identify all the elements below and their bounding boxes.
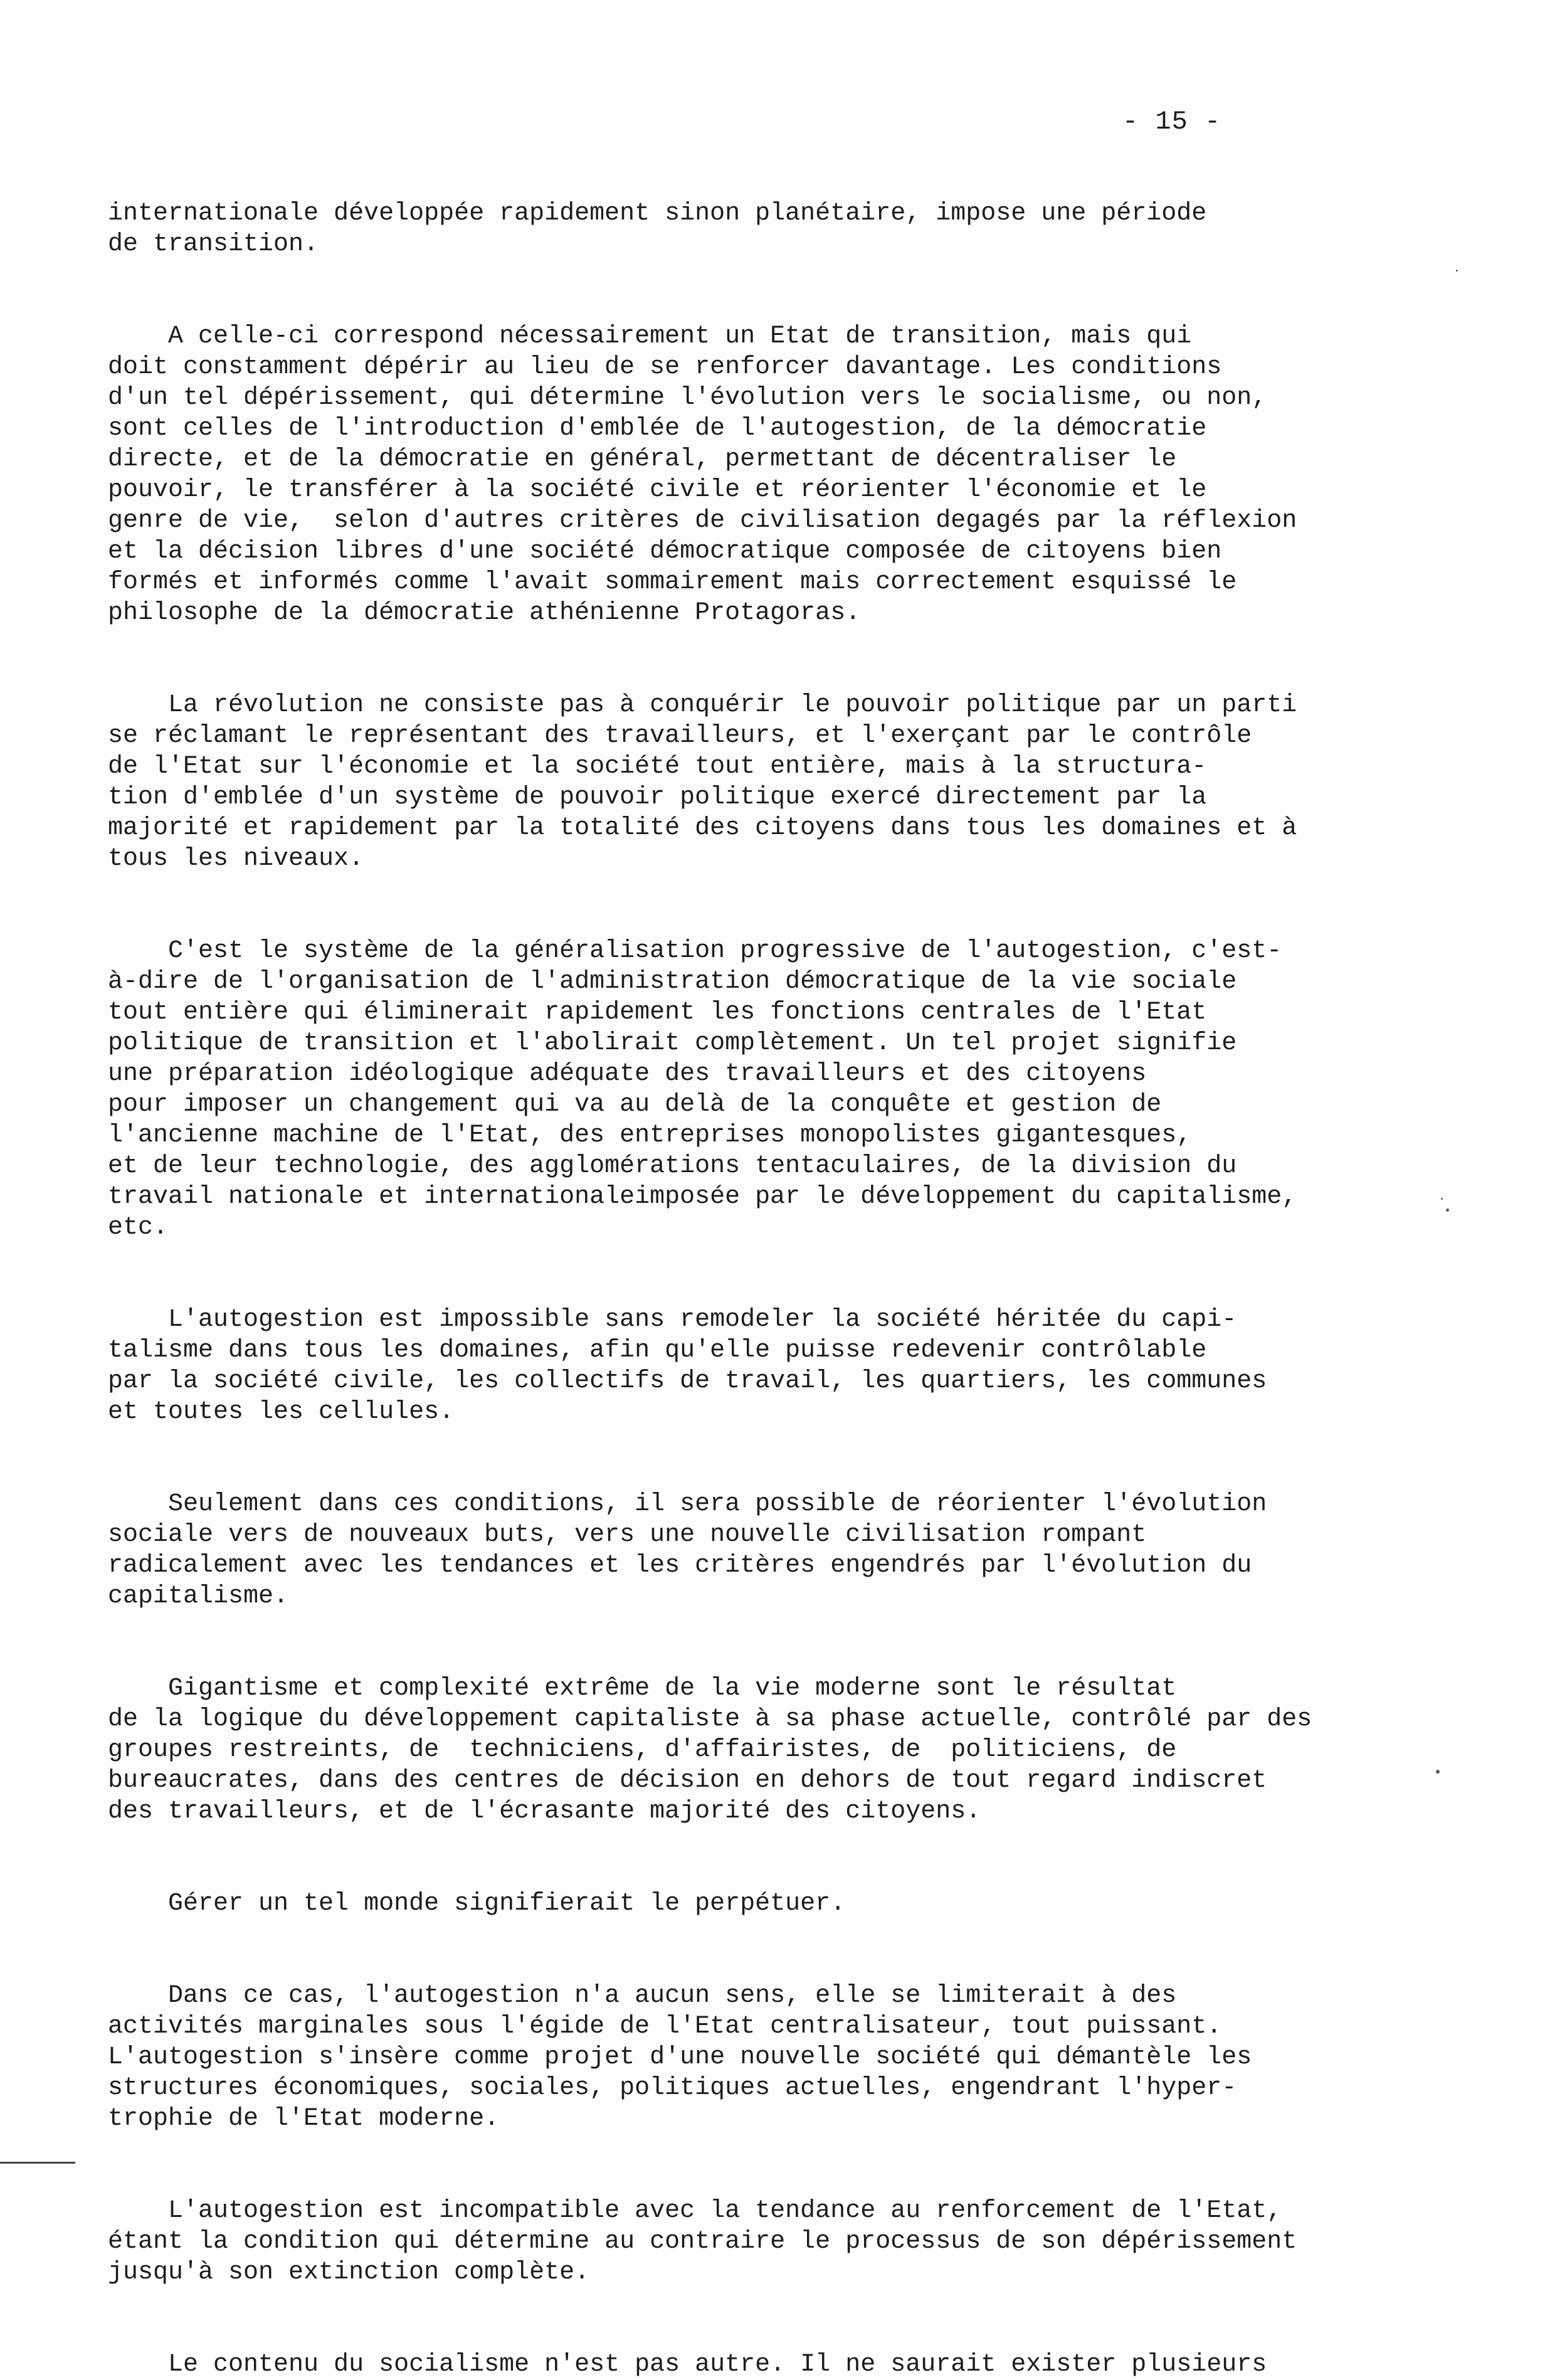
text-line: des travailleurs, et de l'écrasante majorité des citoyens.: [108, 1797, 981, 1826]
text-line: tout entière qui éliminerait rapidement les fonctions centrales de l'Etat: [108, 998, 1207, 1027]
text-line: l'ancienne machine de l'Etat, des entreprises monopolistes gigantesques,: [108, 1121, 1192, 1150]
text-line: radicalement avec les tendances et les critères engendrés par l'évolution du: [108, 1552, 1252, 1580]
text-line: tous les niveaux.: [108, 845, 364, 873]
text-line: capitalisme.: [108, 1582, 289, 1610]
paragraph: [108, 2349, 1374, 2380]
text-line: de la logique du développement capitaliste à sa phase actuelle, contrôlé par des: [108, 1705, 1312, 1733]
paragraph: [108, 198, 1374, 260]
text-line: C'est le système de la généralisation progressive de l'autogestion, c'est-: [108, 937, 1282, 965]
paragraph: [108, 1673, 1374, 1827]
text-line: de transition.: [108, 230, 319, 258]
text-line: Gigantisme et complexité extrême de la vie moderne sont le résultat: [108, 1674, 1177, 1703]
text-line: L'autogestion est incompatible avec la tendance au renforcement de l'Etat,: [108, 2197, 1282, 2225]
text-line: etc.: [108, 1214, 169, 1242]
text-line: et la décision libres d'une société démocratique composée de citoyens bien: [108, 537, 1222, 566]
text-line: à-dire de l'organisation de l'administration démocratique de la vie sociale: [108, 968, 1237, 996]
text-line: travail nationale et internationaleimposée par le développement du capitalisme,: [108, 1183, 1297, 1211]
paragraph: [108, 321, 1374, 628]
text-line: Seulement dans ces conditions, il sera possible de réorienter l'évolution: [108, 1490, 1267, 1518]
text-line: doit constamment dépérir au lieu de se renforcer davantage. Les conditions: [108, 353, 1222, 381]
text-line: par la société civile, les collectifs de travail, les quartiers, les communes: [108, 1367, 1267, 1395]
text-line: groupes restreints, de techniciens, d'affairistes, de politiciens, de: [108, 1736, 1177, 1764]
scan-speck: [1441, 1198, 1443, 1200]
text-line: A celle-ci correspond nécessairement un Etat de transition, mais qui: [108, 322, 1192, 351]
text-line: tion d'emblée d'un système de pouvoir politique exercé directement par la: [108, 783, 1207, 812]
page-number: - 15 -: [1122, 107, 1221, 137]
text-line: Dans ce cas, l'autogestion n'a aucun sens, elle se limiterait à des: [108, 1982, 1177, 2010]
text-line: majorité et rapidement par la totalité des citoyens dans tous les domaines et à: [108, 814, 1297, 842]
paragraph: [108, 1304, 1374, 1427]
scan-edge-mark: [0, 2162, 75, 2164]
text-line: Le contenu du socialisme n'est pas autre. Il ne saurait exister plusieurs: [108, 2351, 1267, 2379]
text-line: bureaucrates, dans des centres de décision en dehors de tout regard indiscret: [108, 1767, 1267, 1795]
text-line: directe, et de la démocratie en général, permettant de décentraliser le: [108, 445, 1177, 473]
text-line: sociale vers de nouveaux buts, vers une nouvelle civilisation rompant: [108, 1521, 1147, 1549]
paragraph: [108, 936, 1374, 1243]
scan-speck: [1436, 1770, 1440, 1774]
text-line: formés et informés comme l'avait sommairement mais correctement esquissé le: [108, 568, 1237, 596]
text-line: philosophe de la démocratie athénienne Protagoras.: [108, 599, 861, 627]
document-body: [108, 198, 1374, 2380]
text-line: étant la condition qui détermine au contraire le processus de son dépérissement: [108, 2228, 1297, 2256]
paragraph: [108, 2196, 1374, 2288]
text-line: d'un tel dépérissement, qui détermine l'évolution vers le socialisme, ou non,: [108, 384, 1267, 412]
text-line: sont celles de l'introduction d'emblée de l'autogestion, de la démocratie: [108, 415, 1207, 443]
text-line: L'autogestion s'insère comme projet d'une nouvelle société qui démantèle les: [108, 2043, 1252, 2071]
paragraph: [108, 690, 1374, 874]
scan-speck: [1456, 270, 1458, 272]
text-line: de l'Etat sur l'économie et la société tout entière, mais à la structura-: [108, 753, 1207, 781]
text-line: genre de vie, selon d'autres critères de civilisation degagés par la réflexion: [108, 507, 1297, 535]
text-line: et toutes les cellules.: [108, 1398, 455, 1426]
text-line: politique de transition et l'abolirait complètement. Un tel projet signifie: [108, 1029, 1237, 1057]
text-line: La révolution ne consiste pas à conquérir le pouvoir politique par un parti: [108, 691, 1297, 719]
paragraph: [108, 1981, 1374, 2134]
scan-speck: [1446, 1209, 1449, 1212]
text-line: internationale développée rapidement sinon planétaire, impose une période: [108, 199, 1207, 228]
text-line: une préparation idéologique adéquate des travailleurs et des citoyens: [108, 1060, 1147, 1088]
text-line: Gérer un tel monde signifierait le perpétuer.: [108, 1890, 846, 1918]
text-line: structures économiques, sociales, politiques actuelles, engendrant l'hyper-: [108, 2074, 1237, 2102]
paragraph: [108, 1888, 1374, 1919]
text-line: pour imposer un changement qui va au delà de la conquête et gestion de: [108, 1091, 1162, 1119]
text-line: L'autogestion est impossible sans remodeler la société héritée du capi-: [108, 1306, 1237, 1334]
text-line: pouvoir, le transférer à la société civile et réorienter l'économie et le: [108, 476, 1207, 504]
paragraph: [108, 1489, 1374, 1612]
text-line: et de leur technologie, des agglomérations tentaculaires, de la division du: [108, 1152, 1237, 1180]
text-line: trophie de l'Etat moderne.: [108, 2105, 500, 2133]
text-line: se réclamant le représentant des travailleurs, et l'exerçant par le contrôle: [108, 722, 1252, 750]
text-line: talisme dans tous les domaines, afin qu'elle puisse redevenir contrôlable: [108, 1336, 1207, 1365]
text-line: activités marginales sous l'égide de l'Etat centralisateur, tout puissant.: [108, 2012, 1222, 2041]
text-line: jusqu'à son extinction complète.: [108, 2258, 590, 2287]
